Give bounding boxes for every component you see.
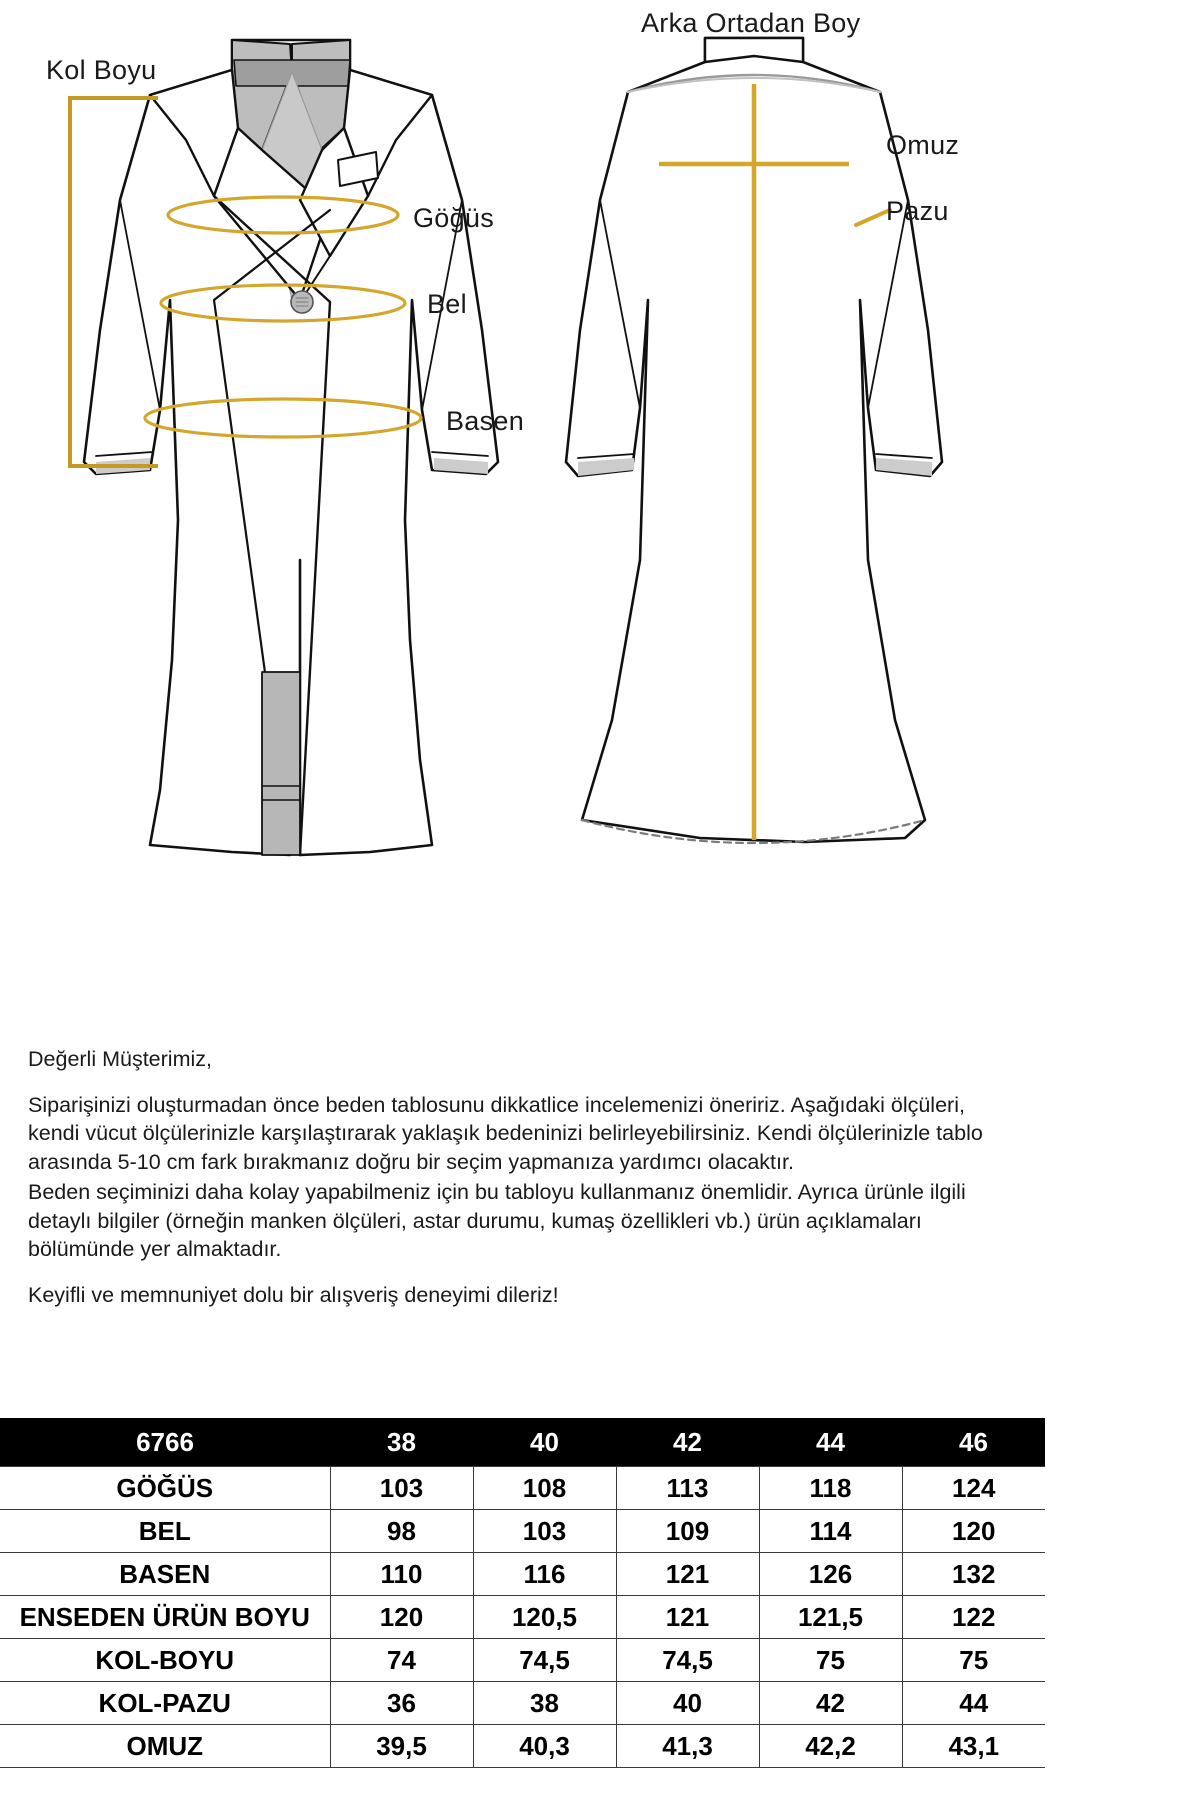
table-row <box>0 1553 1045 1596</box>
row-value: 116 <box>473 1553 616 1596</box>
row-value: 120 <box>902 1510 1045 1553</box>
row-value: 44 <box>902 1682 1045 1725</box>
row-value: 122 <box>902 1596 1045 1639</box>
row-value: 40,3 <box>473 1725 616 1768</box>
row-value: 126 <box>759 1553 902 1596</box>
row-value: 109 <box>616 1510 759 1553</box>
notice-paragraph-2: Beden seçiminizi daha kolay yapabilmeniz için bu tabloyu kullanmanız önemlidir. Ayrıca ürünle ilgili detaylı bilgiler (örneğin manken ölçüleri, astar durumu, kumaş özellikleri vb.) ürün açıklamaları bölümünde yer almaktadır. <box>28 1180 966 1261</box>
header-cell-model-code: 6766 <box>0 1418 330 1467</box>
label-bel: Bel <box>427 289 467 319</box>
front-view-coat <box>84 40 498 855</box>
row-value: 103 <box>330 1467 473 1510</box>
size-chart-table <box>0 1418 1045 1768</box>
customer-notice <box>28 1045 1013 1309</box>
header-cell-size-40: 40 <box>473 1418 616 1467</box>
row-value: 75 <box>902 1639 1045 1682</box>
row-value: 38 <box>473 1682 616 1725</box>
row-value: 103 <box>473 1510 616 1553</box>
row-label: OMUZ <box>0 1725 330 1768</box>
row-value: 74,5 <box>616 1639 759 1682</box>
row-value: 120 <box>330 1596 473 1639</box>
header-cell-size-38: 38 <box>330 1418 473 1467</box>
header-cell-size-46: 46 <box>902 1418 1045 1467</box>
table-row <box>0 1725 1045 1768</box>
size-table-header <box>0 1418 1045 1467</box>
row-value: 121 <box>616 1596 759 1639</box>
label-gogus: Göğüs <box>413 203 495 233</box>
row-value: 74 <box>330 1639 473 1682</box>
row-value: 42 <box>759 1682 902 1725</box>
header-cell-size-42: 42 <box>616 1418 759 1467</box>
row-value: 114 <box>759 1510 902 1553</box>
row-value: 121 <box>616 1553 759 1596</box>
header-cell-size-44: 44 <box>759 1418 902 1467</box>
row-value: 41,3 <box>616 1725 759 1768</box>
label-omuz: Omuz <box>886 130 960 160</box>
row-value: 39,5 <box>330 1725 473 1768</box>
table-row <box>0 1682 1045 1725</box>
paragraph-spacer-3 <box>28 1264 1013 1281</box>
row-value: 98 <box>330 1510 473 1553</box>
row-value: 108 <box>473 1467 616 1510</box>
header-row <box>0 1418 1045 1467</box>
row-label: GÖĞÜS <box>0 1467 330 1510</box>
table-row <box>0 1510 1045 1553</box>
row-value: 124 <box>902 1467 1045 1510</box>
row-value: 110 <box>330 1553 473 1596</box>
notice-closing: Keyifli ve memnuniyet dolu bir alışveriş deneyimi dileriz! <box>28 1282 559 1307</box>
label-pazu: Pazu <box>886 196 949 226</box>
row-value: 113 <box>616 1467 759 1510</box>
row-value: 121,5 <box>759 1596 902 1639</box>
row-label: BEL <box>0 1510 330 1553</box>
row-value: 40 <box>616 1682 759 1725</box>
paragraph-spacer <box>28 1074 1013 1091</box>
row-label: KOL-BOYU <box>0 1639 330 1682</box>
notice-paragraph-1: Siparişinizi oluşturmadan önce beden tablosunu dikkatlice incelemenizi öneririz. Aşağıdaki ölçüleri, kendi vücut ölçülerinizle karşılaştırarak yaklaşık bedeninizi belirleyebilirsiniz. Kendi ölçülerinizle tablo arasında 5-10 cm fark bırakmanız doğru bir seçim yapmanıza yardımcı olacaktır. <box>28 1092 983 1174</box>
label-arka-ortadan-boy: Arka Ortadan Boy <box>641 8 861 38</box>
table-row <box>0 1596 1045 1639</box>
size-table-body <box>0 1467 1045 1768</box>
row-value: 74,5 <box>473 1639 616 1682</box>
row-value: 43,1 <box>902 1725 1045 1768</box>
row-value: 42,2 <box>759 1725 902 1768</box>
label-kol-boyu: Kol Boyu <box>46 55 157 85</box>
row-value: 36 <box>330 1682 473 1725</box>
row-value: 120,5 <box>473 1596 616 1639</box>
row-label: ENSEDEN ÜRÜN BOYU <box>0 1596 330 1639</box>
table-row <box>0 1639 1045 1682</box>
notice-salutation: Değerli Müşterimiz, <box>28 1047 212 1071</box>
row-label: BASEN <box>0 1553 330 1596</box>
label-basen: Basen <box>446 406 525 436</box>
row-value: 132 <box>902 1553 1045 1596</box>
row-value: 75 <box>759 1639 902 1682</box>
row-label: KOL-PAZU <box>0 1682 330 1725</box>
row-value: 118 <box>759 1467 902 1510</box>
table-row <box>0 1467 1045 1510</box>
